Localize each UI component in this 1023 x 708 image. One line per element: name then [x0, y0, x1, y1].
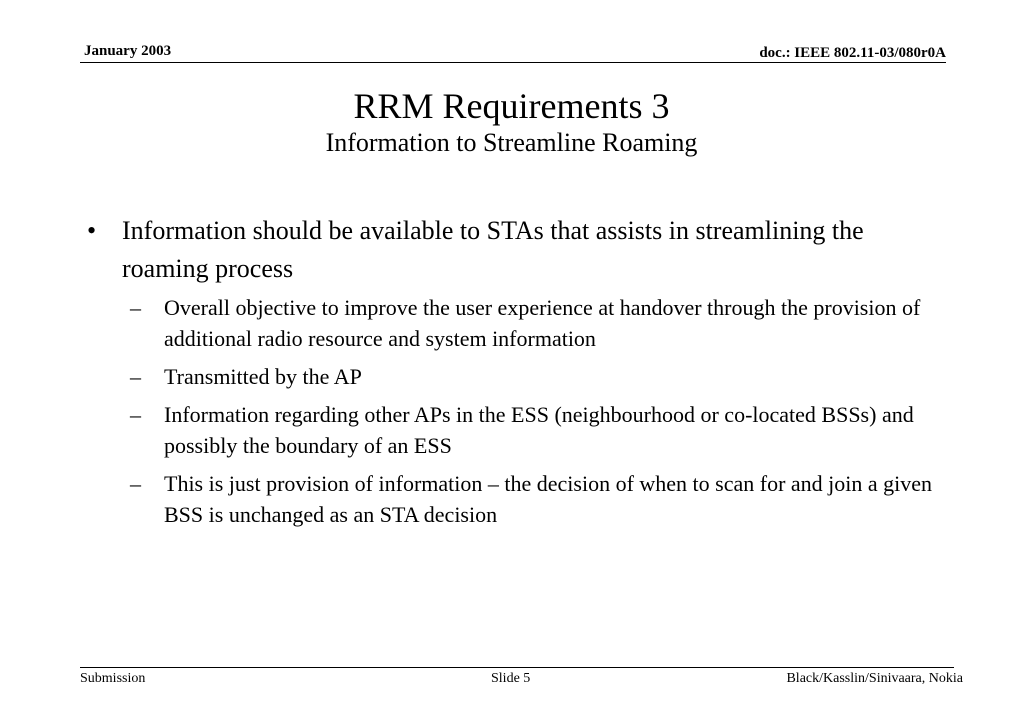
sub-bullet-text: Overall objective to improve the user experience at handover through the provision of additional radio resource and system information [164, 295, 921, 351]
footer-submission: Submission [80, 671, 146, 686]
slide-body [80, 212, 950, 537]
sub-bullet-item [80, 399, 950, 461]
bullet-dot-icon: • [87, 216, 97, 245]
footer-authors: Black/Kasslin/Sinivaara, Nokia [786, 671, 963, 686]
sub-bullet-item [80, 468, 950, 530]
bullet-item [80, 212, 950, 288]
header-doc-id: doc.: IEEE 802.11-03/080r0A [759, 45, 946, 61]
sub-bullet-item [80, 361, 950, 392]
dash-icon: – [130, 471, 141, 496]
footer-divider [80, 667, 954, 668]
dash-icon: – [130, 364, 141, 389]
title-block [0, 84, 1023, 158]
slide-title: RRM Requirements 3 [353, 86, 670, 126]
header-divider [80, 62, 946, 63]
footer-slide-number: Slide 5 [491, 671, 531, 686]
sub-bullet-text: Transmitted by the AP [164, 364, 362, 389]
dash-icon: – [130, 402, 141, 427]
slide-subtitle: Information to Streamline Roaming [325, 128, 698, 157]
dash-icon: – [130, 295, 141, 320]
bullet-text: Information should be available to STAs that assists in streamlining the roaming process [122, 216, 864, 283]
header-date: January 2003 [84, 43, 172, 59]
sub-bullet-list [80, 292, 950, 530]
sub-bullet-text: Information regarding other APs in the ESS (neighbourhood or co-located BSSs) and possibly the boundary of an ESS [164, 402, 914, 458]
sub-bullet-item [80, 292, 950, 354]
sub-bullet-text: This is just provision of information – the decision of when to scan for and join a given BSS is unchanged as an STA decision [164, 471, 933, 527]
